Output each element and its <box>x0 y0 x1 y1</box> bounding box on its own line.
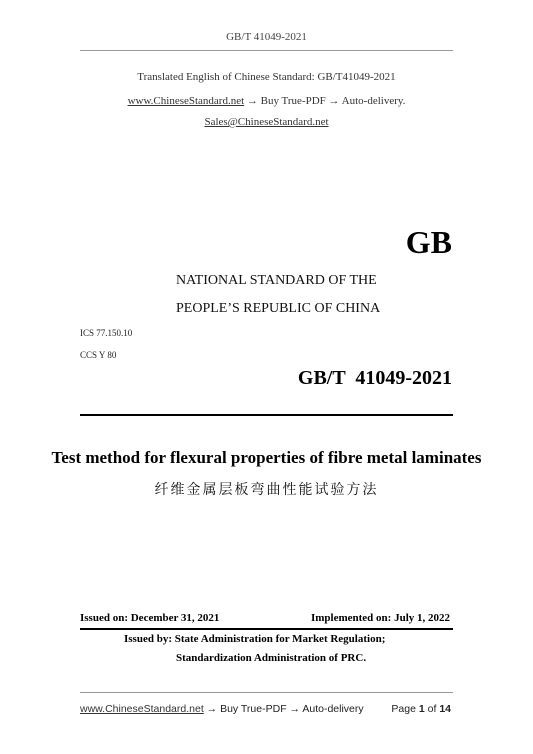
buy-text: → Buy True-PDF → Auto-delivery. <box>244 95 406 107</box>
site-link[interactable]: www.ChineseStandard.net <box>127 95 245 107</box>
standard-number: GB/T 41049-2021 <box>297 367 452 389</box>
email-link[interactable]: Sales@ChineseStandard.net <box>204 116 329 128</box>
email-line <box>0 116 533 128</box>
implemented-on: Implemented on: July 1, 2022 <box>310 612 450 624</box>
issued-on: Issued on: December 31, 2021 <box>80 612 220 624</box>
footer-purchase-line <box>80 703 364 715</box>
ccs-code: CCS Y 80 <box>80 350 117 360</box>
ics-code: ICS 77.150.10 <box>80 328 133 338</box>
national-standard-line1: NATIONAL STANDARD OF THE <box>176 273 377 288</box>
translation-notice: Translated English of Chinese Standard: GB/T41049-2021 <box>137 71 396 83</box>
page-indicator <box>391 703 451 715</box>
title-divider <box>80 414 453 416</box>
national-standard-line2: PEOPLE’S REPUBLIC OF CHINA <box>176 301 381 316</box>
page-label: Page <box>391 703 416 715</box>
gb-logo: GB <box>405 224 452 260</box>
purchase-line <box>0 95 533 107</box>
issued-by-line2: Standardization Administration of PRC. <box>176 652 367 664</box>
page-of: of <box>427 703 437 715</box>
footer-divider <box>80 692 453 693</box>
header-divider <box>80 50 453 51</box>
page-current: 1 <box>418 703 425 715</box>
footer-buy-text: → Buy True-PDF → Auto-delivery <box>203 703 364 715</box>
page-total: 14 <box>439 703 451 715</box>
running-header: GB/T 41049-2021 <box>226 31 307 43</box>
document-title: Test method for flexural properties of fibre metal laminates <box>51 448 482 467</box>
document-title-chinese: 纤维金属层板弯曲性能试验方法 <box>154 482 379 498</box>
dates-divider <box>80 628 453 630</box>
footer-site-link[interactable]: www.ChineseStandard.net <box>80 703 204 715</box>
issued-by-line1: Issued by: State Administration for Market Regulation; <box>124 633 386 645</box>
